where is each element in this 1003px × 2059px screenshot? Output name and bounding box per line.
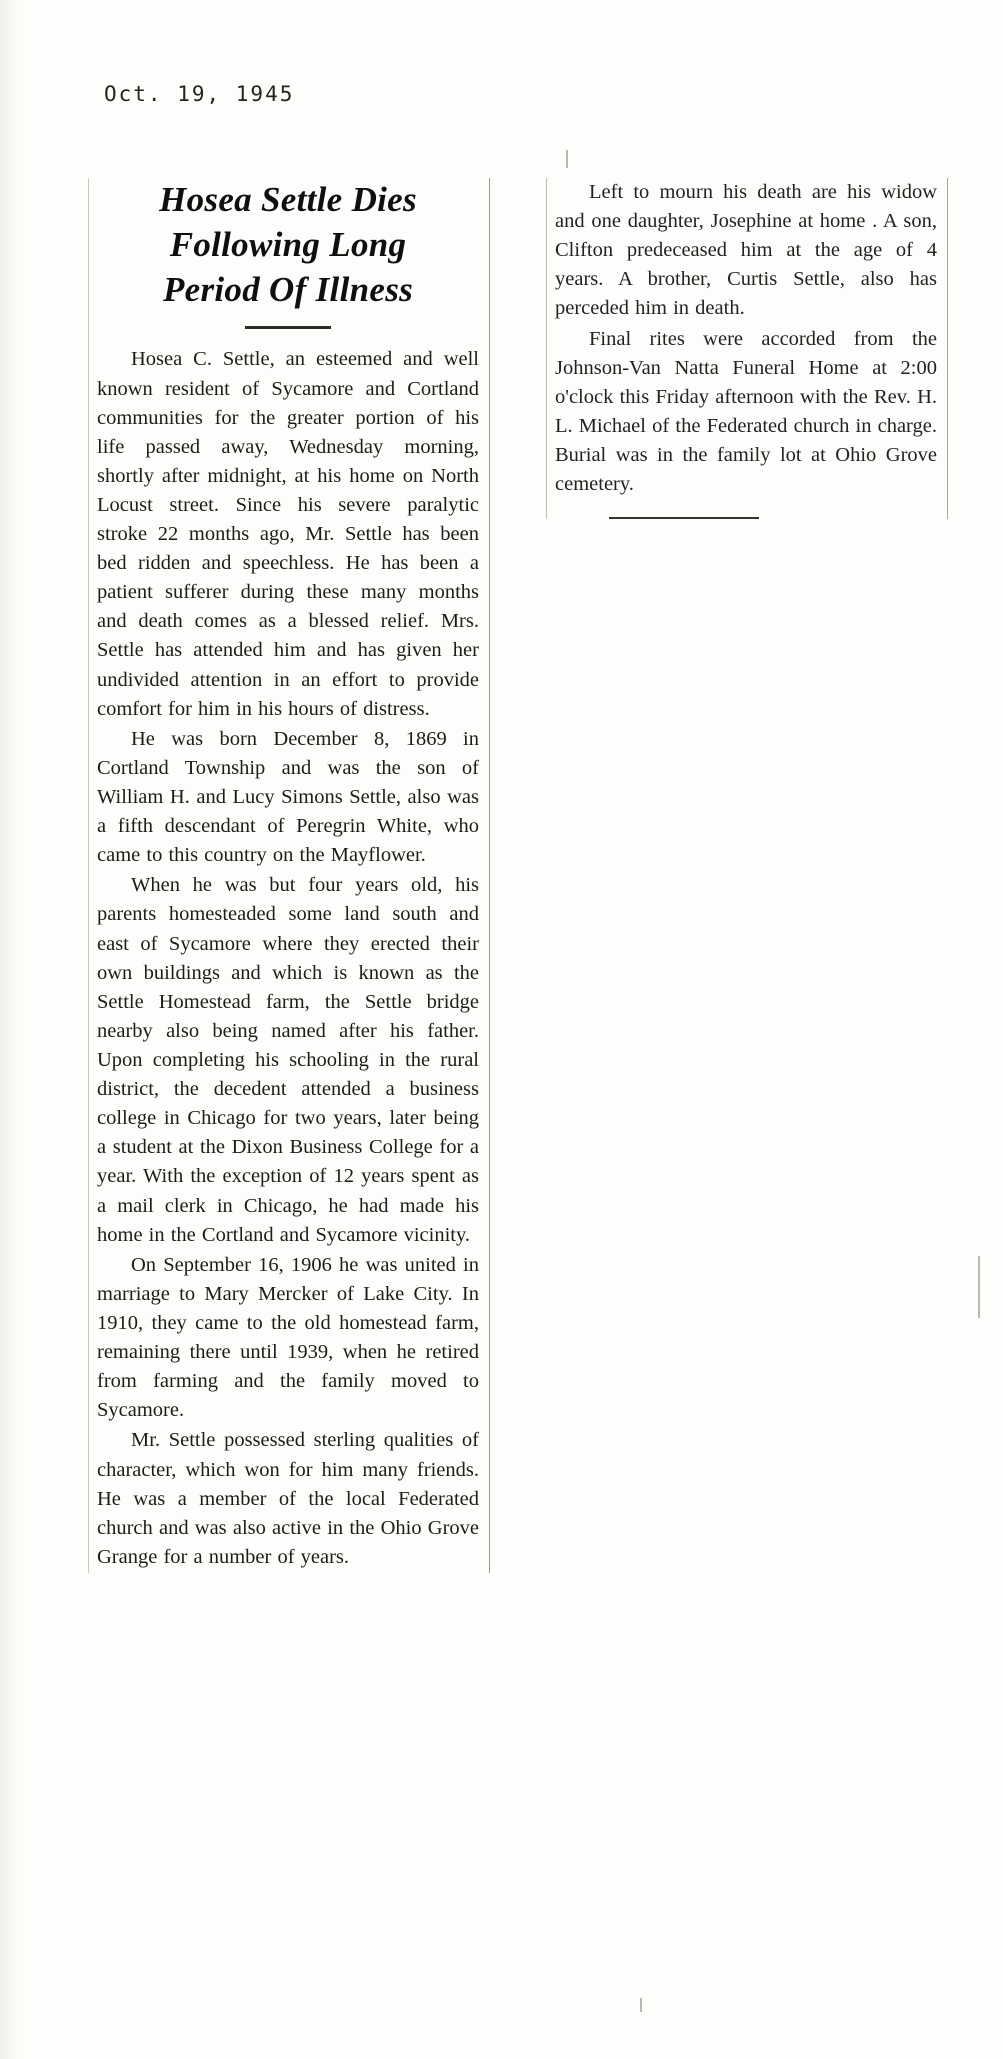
article-paragraph: Left to mourn his death are his widow and one daughter, Josephine at home . A son, Clifton predeceased him at the age of 4 years. A brother, Curtis Settle, also has perceded him in death. xyxy=(555,181,937,320)
article-paragraph: Mr. Settle possessed sterling qualities of character, which won for him many friends. He was a member of the local Federated church and was also active in the Ohio Grove Grange for a number of years. xyxy=(97,1429,479,1568)
article-end-divider xyxy=(609,517,759,519)
page-title xyxy=(97,178,479,312)
article-columns xyxy=(88,178,968,1573)
article-column-left xyxy=(88,178,490,1573)
date-stamp: Oct. 19, 1945 xyxy=(104,82,295,106)
scan-artifact-top xyxy=(566,150,568,168)
headline-line-1: Hosea Settle Dies xyxy=(159,180,417,219)
article-paragraph: Hosea C. Settle, an esteemed and well known resident of Sycamore and Cortland communities for the greater portion of his life passed away, Wednesday morning, shortly after midnight, at his home on North Locust street. Since his severe paralytic stroke 22 months ago, Mr. Settle has been bed ridden and speechless. He has been a patient sufferer during these many months and death comes as a blessed relief. Mrs. Settle has attended him and has given her undivided attention in an effort to provide comfort for him in his hours of distress. xyxy=(97,348,479,720)
headline-line-2: Following Long xyxy=(169,224,407,264)
scan-artifact-right xyxy=(978,1256,980,1318)
headline-line-3: Period Of Illness xyxy=(162,269,414,309)
scan-edge-shading xyxy=(0,0,18,2059)
newspaper-clipping xyxy=(88,178,968,1573)
scan-artifact-bottom xyxy=(640,1998,642,2012)
article-paragraph: Final rites were accorded from the Johnson-Van Natta Funeral Home at 2:00 o'clock this Friday afternoon with the Rev. H. L. Michael of the Federated church in charge. Burial was in the family lot at Ohio Grove cemetery. xyxy=(555,327,937,496)
article-paragraph: When he was but four years old, his parents homesteaded some land south and east of Sycamore where they erected their own buildings and which is known as the Settle Homestead farm, the Settle bridge nearby also being named after his father. Upon completing his schooling in the rural district, the decedent attended a business college in Chicago for two years, later being a student at the Dixon Business College for a year. With the exception of 12 years spent as a mail clerk in Chicago, he had made his home in the Cortland and Sycamore vicinity. xyxy=(97,874,479,1246)
article-column-right xyxy=(546,178,948,519)
headline-divider xyxy=(245,326,331,329)
article-paragraph: He was born December 8, 1869 in Cortland Township and was the son of William H. and Lucy Simons Settle, also was a fifth descendant of Peregrin White, who came to this country on the Mayflower. xyxy=(97,727,479,867)
article-paragraph: On September 16, 1906 he was united in marriage to Mary Mercker of Lake City. In 1910, they came to the old homestead farm, remaining there until 1939, when he retired from farming and the family moved to Sycamore. xyxy=(97,1253,479,1422)
